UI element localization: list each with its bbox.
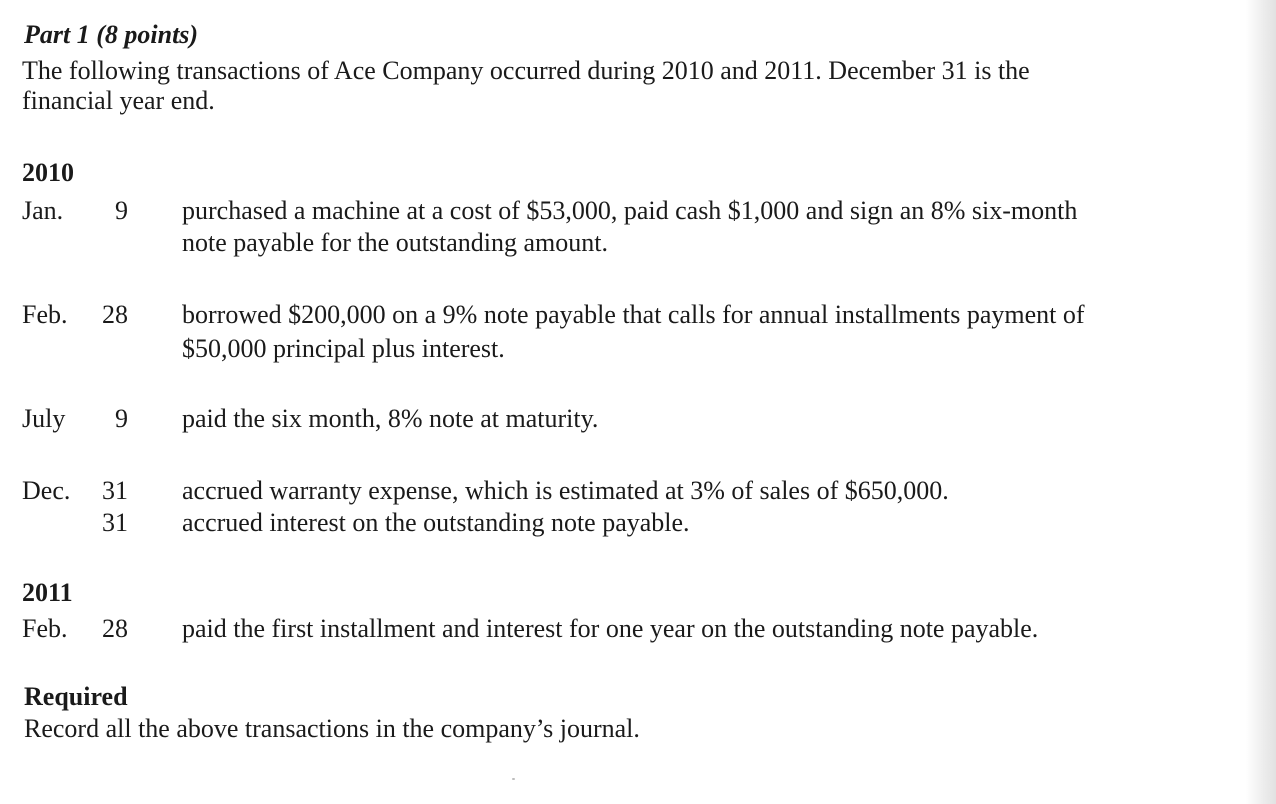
- transaction-description: accrued warranty expense, which is estimated at 3% of sales of $650,000.: [182, 476, 949, 505]
- transaction-description: paid the first installment and interest for one year on the outstanding note payable.: [182, 614, 1039, 643]
- transaction-description: borrowed $200,000 on a 9% note payable that calls for annual installments payment of: [182, 300, 1085, 329]
- transaction-day: 9: [115, 196, 128, 225]
- intro-line-1: The following transactions of Ace Company occurred during 2010 and 2011. December 31 is the: [22, 56, 1030, 85]
- transaction-month: Feb.: [22, 300, 68, 329]
- transaction-description-continued: $50,000 principal plus interest.: [182, 334, 505, 363]
- scan-speck: [512, 778, 515, 780]
- transaction-description: accrued interest on the outstanding note payable.: [182, 508, 690, 537]
- intro-line-2: financial year end.: [22, 86, 215, 115]
- transaction-description: purchased a machine at a cost of $53,000, paid cash $1,000 and sign an 8% six-month: [182, 196, 1078, 225]
- transaction-month: Feb.: [22, 614, 68, 643]
- transaction-month: Dec.: [22, 476, 71, 505]
- transaction-month: Jan.: [22, 196, 64, 225]
- part-title: Part 1 (8 points): [24, 20, 199, 49]
- required-heading: Required: [24, 682, 128, 711]
- transaction-day: 28: [102, 300, 128, 329]
- transaction-day: 31: [102, 476, 128, 505]
- required-instructions: Record all the above transactions in the company’s journal.: [24, 714, 640, 743]
- transaction-month: July: [22, 404, 66, 433]
- transaction-day: 28: [102, 614, 128, 643]
- transaction-day: 31: [102, 508, 128, 537]
- transaction-description: paid the six month, 8% note at maturity.: [182, 404, 599, 433]
- year-2010-heading: 2010: [22, 158, 74, 187]
- transaction-day: 9: [115, 404, 128, 433]
- year-2011-heading: 2011: [22, 578, 73, 607]
- page-edge-shadow: [1246, 0, 1276, 804]
- transaction-description-continued: note payable for the outstanding amount.: [182, 228, 609, 257]
